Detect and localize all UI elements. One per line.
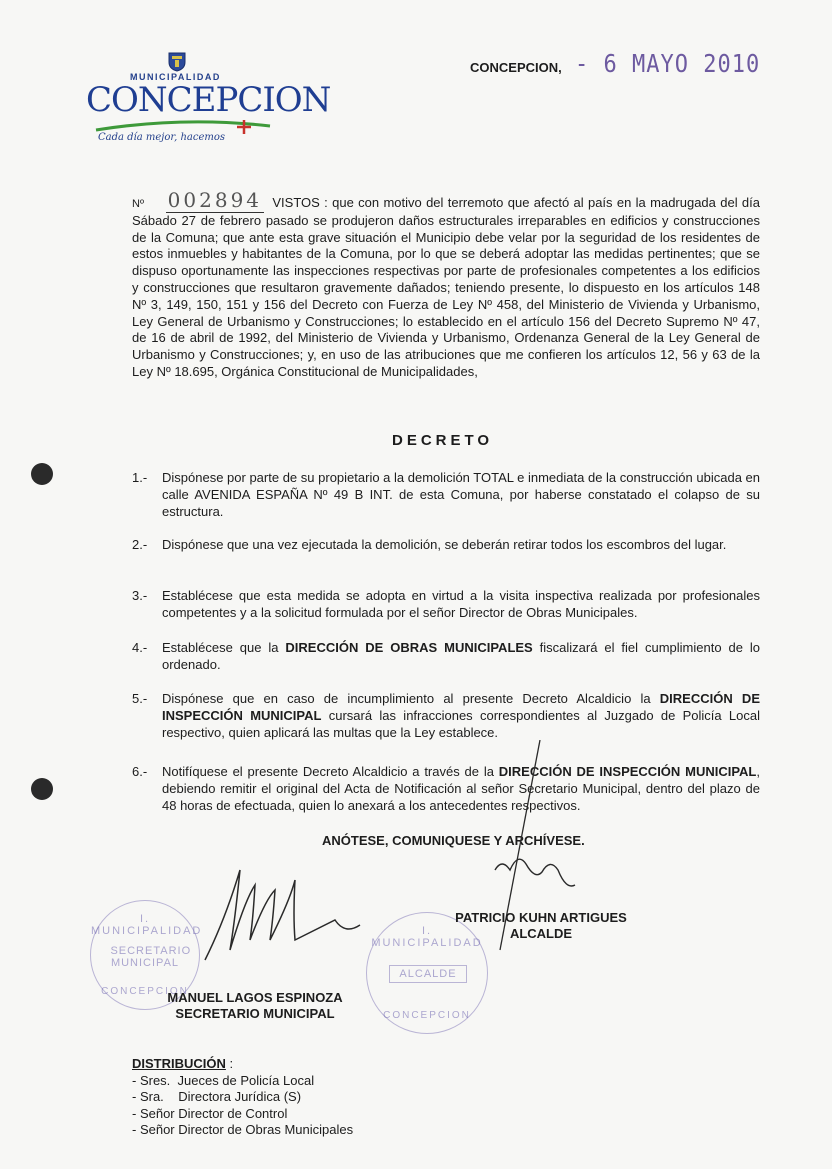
decree-item-number: 1.- (132, 470, 148, 485)
decree-item-4 (132, 640, 760, 674)
decree-item-text (162, 640, 760, 674)
decree-item-number: 3.- (132, 588, 148, 603)
distribution-heading (132, 1056, 233, 1071)
mayor-name: PATRICIO KUHN ARTIGUES (455, 910, 627, 925)
decree-item-fragment: Notifíquese el presente Decreto Alcaldicio a través de la (162, 764, 499, 779)
secretary-title: SECRETARIO MUNICIPAL (175, 1006, 335, 1021)
logo-top-text: MUNICIPALIDAD (130, 72, 221, 82)
municipality-logo (84, 50, 331, 150)
decree-item-3 (132, 588, 760, 622)
decree-item-fragment: Dispónese que en caso de incumplimiento al presente Decreto Alcaldicio la (162, 691, 660, 706)
mayor-signature-block (448, 910, 634, 941)
distribution-colon: : (229, 1056, 234, 1071)
decree-item-fragment: Establécese que esta medida se adopta en virtud a la visita inspectiva realizada por profesionales competentes y a la solicitud formulada por el señor Director de Obras Municipales. (162, 588, 760, 620)
vistos-text: : que con motivo del terremoto que afectó al país en la madrugada del día Sábado 27 de febrero pasado se produjeron daños estructurales irreparables en edificios y construcciones de la Comuna; que ante esta grave situación el Municipio debe velar por la seguridad de los residentes de estos inmuebles y habitantes de la Comuna, por lo que se deberá adoptar las medidas pertinentes; que se dispuso oportunamente las inspecciones respectivas por parte de profesionales competentes a los edificios y construcciones que resultaron gravemente dañados; teniendo presente, lo dispuesto en los artículos 148 Nº 3, 149, 150, 151 y 156 del Decreto con Fuerza de Ley Nº 458, del Ministerio de Vivienda y Urbanismo, Ley General de Urbanismo y Construcciones; lo establecido en el artículo 156 del Decreto Supremo Nº 47, de 16 de abril de 1992, del Ministerio de Vivienda y Urbanismo, Ordenanza General de la Ley General de Urbanismo y Construcciones; y, en uso de las atribuciones que me confieren los artículos 12, 56 y 63 de la Ley Nº 18.695, Orgánica Constitucional de Municipalidades, (132, 195, 760, 379)
punch-hole-bottom (31, 778, 53, 800)
distribution-item: - Señor Director de Obras Municipales (132, 1122, 354, 1138)
decree-item-text (162, 691, 760, 741)
decree-item-emphasis: DIRECCIÓN DE INSPECCIÓN MUNICIPAL (498, 764, 757, 779)
decree-item-fragment: Establécese que la (162, 640, 286, 655)
date-stamp: - 6 MAYO 2010 (575, 50, 761, 79)
decree-number-label: Nº (132, 198, 144, 210)
secretary-signature (195, 860, 375, 970)
secretary-stamp-bottom: CONCEPCION (101, 986, 189, 997)
decree-item-number: 5.- (132, 691, 148, 706)
closing-formula: ANÓTESE, COMUNIQUESE Y ARCHÍVESE. (322, 833, 585, 848)
logo-city-name: CONCEPCION (86, 80, 331, 120)
distribution-item: - Sres. Jueces de Policía Local (132, 1073, 315, 1088)
distribution-item: - Sra. Directora Jurídica (S) (132, 1089, 302, 1105)
decree-item-fragment: Dispónese por parte de su propietario a la demolición TOTAL e inmediata de la construcción ubicada en calle AVENIDA ESPAÑA Nº 49 B INT. de esta Comuna, por haberse constatado el colapso de su estructura. (162, 470, 760, 519)
decree-item-text (162, 588, 760, 622)
punch-hole-top (31, 463, 53, 485)
decree-item-2 (132, 537, 760, 554)
mayor-stamp-top: I. MUNICIPALIDAD (371, 925, 483, 949)
decree-item-1 (132, 470, 760, 520)
distribution-title: DISTRIBUCIÓN (132, 1056, 226, 1071)
crest-icon (166, 50, 188, 72)
decree-item-text (162, 470, 760, 520)
decree-item-emphasis: DIRECCIÓN DE OBRAS MUNICIPALES (285, 640, 533, 655)
decree-item-fragment: Dispónese que una vez ejecutada la demolición, se deberán retirar todos los escombros del lugar. (162, 537, 727, 552)
secretary-stamp-top: I. MUNICIPALIDAD (91, 913, 203, 937)
decree-item-fragment: fiscalizará el fiel cumplimiento de lo ordenado. (162, 640, 760, 672)
decreto-heading: DECRETO (392, 432, 494, 449)
secretary-stamp-middle: SECRETARIO MUNICIPAL (110, 945, 192, 969)
decree-item-number: 6.- (132, 764, 148, 779)
vistos-label: VISTOS (272, 195, 320, 210)
decree-item-number: 4.- (132, 640, 148, 655)
distribution-list (132, 1073, 353, 1139)
decree-item-emphasis: DIRECCIÓN DE INSPECCIÓN MUNICIPAL (162, 691, 760, 723)
vistos-paragraph (132, 188, 760, 381)
distribution-item: - Señor Director de Control (132, 1105, 288, 1121)
decree-item-number: 2.- (132, 537, 148, 552)
decree-item-fragment: , debiendo remitir el original del Acta de Notificación al señor Secretario Municipal, dentro del plazo de 48 horas de efectuada, quien lo anexará a los antecedentes respectivos. (162, 764, 761, 813)
place-label: CONCEPCION, (470, 60, 562, 75)
secretary-name: MANUEL LAGOS ESPINOZA (167, 990, 343, 1005)
decree-item-5 (132, 691, 760, 741)
mayor-stamp-bottom: CONCEPCION (383, 1010, 471, 1021)
decree-number-value: 002894 (167, 188, 263, 212)
secretary-signature-block (160, 990, 350, 1021)
mayor-title: ALCALDE (509, 926, 573, 941)
logo-slogan: Cada día mejor, hacemos (98, 132, 226, 143)
mayor-stamp-middle: ALCALDE (389, 965, 468, 983)
decree-item-fragment: cursará las infracciones correspondientes al Juzgado de Policía Local respectivo, quien aplicará las multas que la Ley establece. (162, 707, 760, 740)
decree-item-text (162, 537, 760, 554)
